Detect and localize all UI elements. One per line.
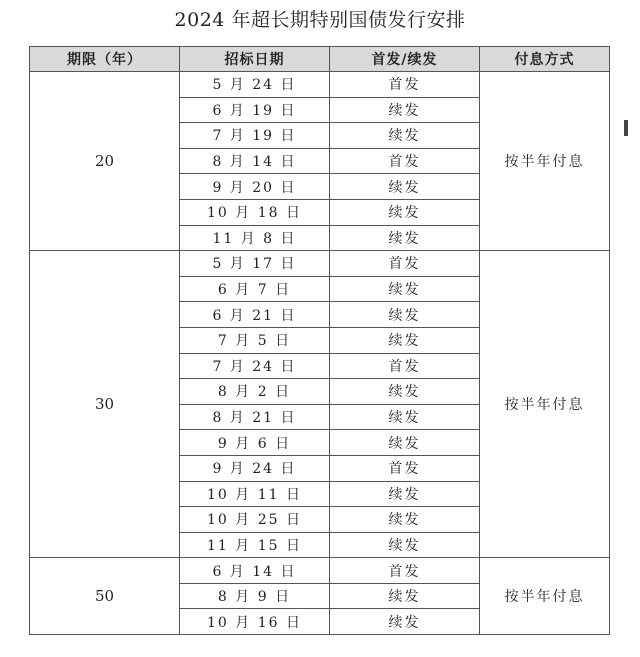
scroll-indicator xyxy=(624,120,628,136)
issue-type-cell: 续发 xyxy=(330,430,480,456)
auction-date-cell: 6 月 7 日 xyxy=(180,276,330,302)
table-row xyxy=(30,251,610,277)
interest-method-cell: 按半年付息 xyxy=(480,72,610,251)
auction-date-cell: 5 月 17 日 xyxy=(180,251,330,277)
auction-date-cell: 10 月 18 日 xyxy=(180,199,330,225)
auction-date-cell: 11 月 15 日 xyxy=(180,532,330,558)
issue-type-cell: 续发 xyxy=(330,507,480,533)
issue-type-cell: 续发 xyxy=(330,302,480,328)
auction-date-cell: 11 月 8 日 xyxy=(180,225,330,251)
issue-type-cell: 续发 xyxy=(330,123,480,149)
issue-type-cell: 首发 xyxy=(330,72,480,98)
issue-type-cell: 续发 xyxy=(330,327,480,353)
auction-date-cell: 7 月 19 日 xyxy=(180,123,330,149)
interest-method-cell: 按半年付息 xyxy=(480,251,610,558)
auction-date-cell: 9 月 24 日 xyxy=(180,455,330,481)
auction-date-cell: 8 月 2 日 xyxy=(180,379,330,405)
term-cell: 30 xyxy=(30,251,180,558)
auction-date-cell: 9 月 20 日 xyxy=(180,174,330,200)
header-row xyxy=(30,47,610,72)
auction-date-cell: 8 月 9 日 xyxy=(180,583,330,609)
issue-type-cell: 续发 xyxy=(330,174,480,200)
header-issue-type: 首发/续发 xyxy=(330,47,480,72)
auction-date-cell: 6 月 21 日 xyxy=(180,302,330,328)
auction-date-cell: 8 月 14 日 xyxy=(180,148,330,174)
auction-date-cell: 6 月 14 日 xyxy=(180,558,330,584)
auction-date-cell: 7 月 5 日 xyxy=(180,327,330,353)
issue-type-cell: 续发 xyxy=(330,583,480,609)
issue-type-cell: 首发 xyxy=(330,353,480,379)
issue-type-cell: 首发 xyxy=(330,148,480,174)
term-cell: 20 xyxy=(30,72,180,251)
issue-type-cell: 续发 xyxy=(330,404,480,430)
issue-type-cell: 续发 xyxy=(330,481,480,507)
header-interest-method: 付息方式 xyxy=(480,47,610,72)
page-title: 2024 年超长期特别国债发行安排 xyxy=(174,9,466,31)
auction-date-cell: 10 月 16 日 xyxy=(180,609,330,635)
term-cell: 50 xyxy=(30,558,180,635)
auction-date-cell: 5 月 24 日 xyxy=(180,72,330,98)
auction-date-cell: 7 月 24 日 xyxy=(180,353,330,379)
interest-method-cell: 按半年付息 xyxy=(480,558,610,635)
bond-schedule-table xyxy=(29,46,610,635)
issue-type-cell: 续发 xyxy=(330,609,480,635)
issue-type-cell: 续发 xyxy=(330,532,480,558)
auction-date-cell: 10 月 11 日 xyxy=(180,481,330,507)
auction-date-cell: 6 月 19 日 xyxy=(180,97,330,123)
issue-type-cell: 续发 xyxy=(330,97,480,123)
issue-type-cell: 续发 xyxy=(330,199,480,225)
header-term: 期限（年） xyxy=(30,47,180,72)
header-auction-date: 招标日期 xyxy=(180,47,330,72)
issue-type-cell: 首发 xyxy=(330,558,480,584)
auction-date-cell: 9 月 6 日 xyxy=(180,430,330,456)
table-row xyxy=(30,72,610,98)
auction-date-cell: 10 月 25 日 xyxy=(180,507,330,533)
issue-type-cell: 续发 xyxy=(330,276,480,302)
issue-type-cell: 续发 xyxy=(330,225,480,251)
issue-type-cell: 续发 xyxy=(330,379,480,405)
issue-type-cell: 首发 xyxy=(330,251,480,277)
issue-type-cell: 首发 xyxy=(330,455,480,481)
table-row xyxy=(30,558,610,584)
auction-date-cell: 8 月 21 日 xyxy=(180,404,330,430)
